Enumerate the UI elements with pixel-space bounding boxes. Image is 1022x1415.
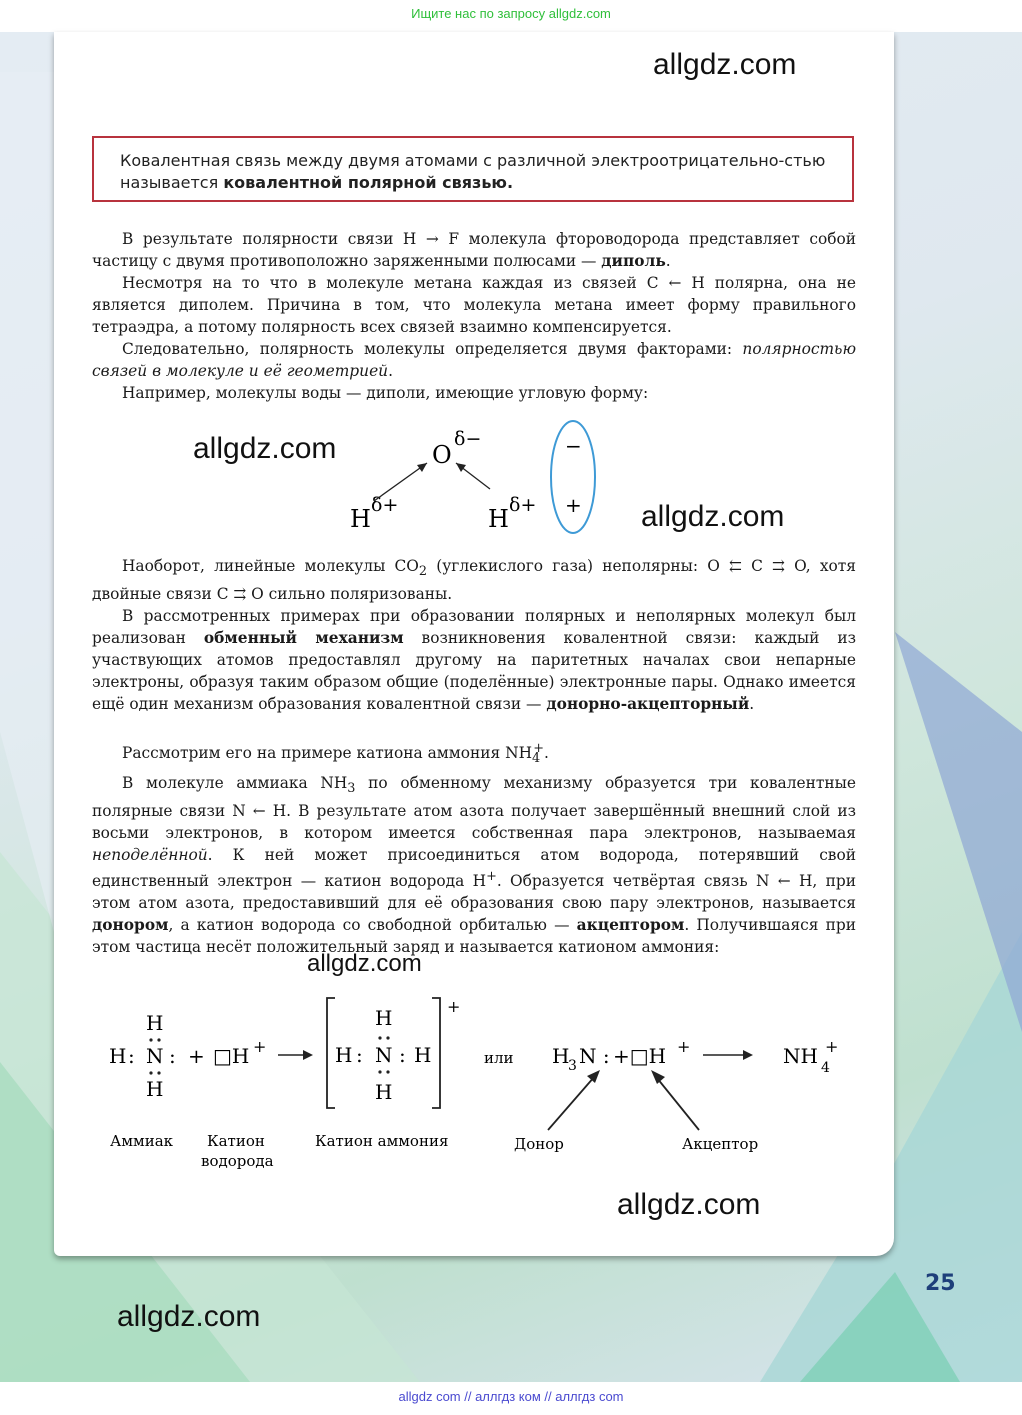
- bond-arrow-left: [374, 463, 427, 501]
- definition-text: Ковалентная связь между двумя атомами с различной электроотрицательно-стью называется: [120, 151, 826, 192]
- ammonia-formula-sub: 3: [568, 1058, 577, 1074]
- colon: :: [169, 1044, 176, 1068]
- label-cation-line2: водорода: [201, 1152, 274, 1170]
- paragraph-water: Например, молекулы воды — диполи, имеющие угловую форму:: [122, 384, 649, 402]
- definition-term: ковалентной полярной связью.: [223, 173, 514, 192]
- ammonium-h-right: H: [414, 1043, 432, 1067]
- paragraph-dipole: В результате полярности связи H → F молекула фтороводорода представляет собой частицу с двумя противоположно заряженными полюсами — диполь.: [92, 230, 856, 270]
- text-block-3: [92, 738, 856, 770]
- oxygen-atom: O: [432, 441, 452, 469]
- watermark: allgdz.com: [117, 1300, 261, 1333]
- text-block-2: [92, 555, 856, 715]
- paragraph-exchange-mechanism: В рассмотренных примерах при образовании полярных и неполярных молекул был реализован обменный механизм возникновения ковалентной связи: каждый из участвующих атомов предоставлял другому на паритетных началах свои непарные электроны, образуя таким образом общие (поделённые) электронные пары. Однако имеется ещё один механизм образования ковалентной связи — донорно-акцепторный.: [92, 607, 857, 714]
- plus-sign: +: [188, 1044, 205, 1068]
- ammonium-formula-sub: 4: [821, 1060, 830, 1076]
- acceptor-arrow-icon: [651, 1070, 665, 1084]
- hydrogen-cation: +□H: [613, 1044, 667, 1068]
- ammonium-h-bottom: H: [375, 1080, 393, 1104]
- hydrogen-atom-left: H: [350, 505, 371, 533]
- ammonia-formula: H: [552, 1044, 570, 1068]
- oxygen-charge: δ−: [454, 428, 482, 450]
- label-cation-line1: Катион: [207, 1132, 265, 1150]
- label-acceptor: Акцептор: [682, 1135, 759, 1153]
- label-donor: Донор: [514, 1135, 564, 1153]
- top-banner: Ищите нас по запросу allgdz.com: [411, 6, 611, 21]
- paragraph-donor-acceptor: В молекуле аммиака $NH_3$ по обменному механизму образуется три ковалентные полярные связи N ← H. В результате атом азота получает завершённый внешний слой из восьми электронов, в котором имеется собственная пара электронов, называемая неподелённой. К ней может присоединиться атом водорода, потерявший свой единственный электрон — катион водорода H+. Образуется четвёртая связь N ← H, при этом атом азота, предоставивший для её образования свою пару электронов, называется донором, а катион водорода со свободной орбиталью — акцептором. Получившаяся при этом частица несёт положительный заряд и называется катионом аммония:: [92, 774, 857, 957]
- watermark: allgdz.com: [653, 48, 797, 81]
- ammonia-h-top: H: [146, 1011, 164, 1035]
- ammonium-formula: NH: [783, 1044, 818, 1068]
- hydrogen-cation: □H: [213, 1044, 250, 1068]
- label-ammonia: Аммиак: [110, 1132, 174, 1150]
- ammonia-h-left: H: [109, 1044, 127, 1068]
- paragraph-factors: Следовательно, полярность молекулы определяется двумя факторами: полярностью связей в молекуле и её геометрией.: [92, 340, 856, 380]
- text-block-1: [92, 228, 856, 404]
- watermark: allgdz.com: [193, 432, 337, 465]
- colon: :: [399, 1043, 406, 1067]
- text-block-4: [92, 772, 856, 958]
- ammonium-formation-scheme: [95, 990, 855, 1180]
- ammonia-n: N: [146, 1044, 164, 1068]
- bottom-banner: allgdz com // аллгдз ком // аллгдз com: [398, 1389, 624, 1404]
- or-label: или: [484, 1049, 514, 1067]
- dipole-plus: +: [565, 493, 582, 517]
- hydrogen-charge-left: δ+: [371, 494, 399, 516]
- colon: :: [128, 1044, 135, 1068]
- ammonium-h-left: H: [335, 1043, 353, 1067]
- hydrogen-cation-charge: +: [677, 1037, 691, 1056]
- hydrogen-charge-right: δ+: [509, 494, 537, 516]
- ammonium-charge: +: [447, 997, 461, 1016]
- paragraph-methane: Несмотря на то что в молекуле метана каждая из связей C ← H полярна, она не является диполем. Причина в том, что молекула метана имеет форму правильного тетраэдра, а потому полярность всех связей взаимно компенсируется.: [92, 274, 856, 336]
- arrowhead-icon: [417, 463, 427, 472]
- paragraph-co2: Наоборот, линейные молекулы $CO_2$ (углекислого газа) неполярны: O ⇇ C ⇉ O, хотя двойные связи C ⇉ O сильно поляризованы.: [92, 557, 856, 604]
- label-ammonium: Катион аммония: [315, 1132, 449, 1150]
- ammonia-h-bottom: H: [146, 1077, 164, 1101]
- ammonia-formula-n: N :: [579, 1044, 610, 1068]
- paragraph-ammonium-intro: Рассмотрим его на примере катиона аммония $NH_4^+$.: [122, 741, 549, 767]
- arrowhead-icon: [456, 463, 466, 472]
- page-number: 25: [925, 1271, 956, 1296]
- definition-box: [92, 136, 854, 202]
- hydrogen-atom-right: H: [488, 505, 509, 533]
- colon: :: [356, 1043, 363, 1067]
- watermark: allgdz.com: [307, 950, 422, 977]
- ammonium-formula-charge: +: [825, 1037, 839, 1056]
- hydrogen-cation-charge: +: [253, 1037, 267, 1056]
- donor-arrow-icon: [587, 1070, 600, 1083]
- watermark: allgdz.com: [617, 1188, 761, 1221]
- ammonium-n: N: [375, 1043, 393, 1067]
- reaction-arrow-icon: [303, 1050, 313, 1060]
- watermark: allgdz.com: [641, 500, 785, 533]
- dipole-minus: −: [565, 434, 582, 458]
- water-dipole-diagram: [330, 415, 620, 540]
- reaction-arrow-icon: [743, 1050, 753, 1060]
- ammonium-h-top: H: [375, 1006, 393, 1030]
